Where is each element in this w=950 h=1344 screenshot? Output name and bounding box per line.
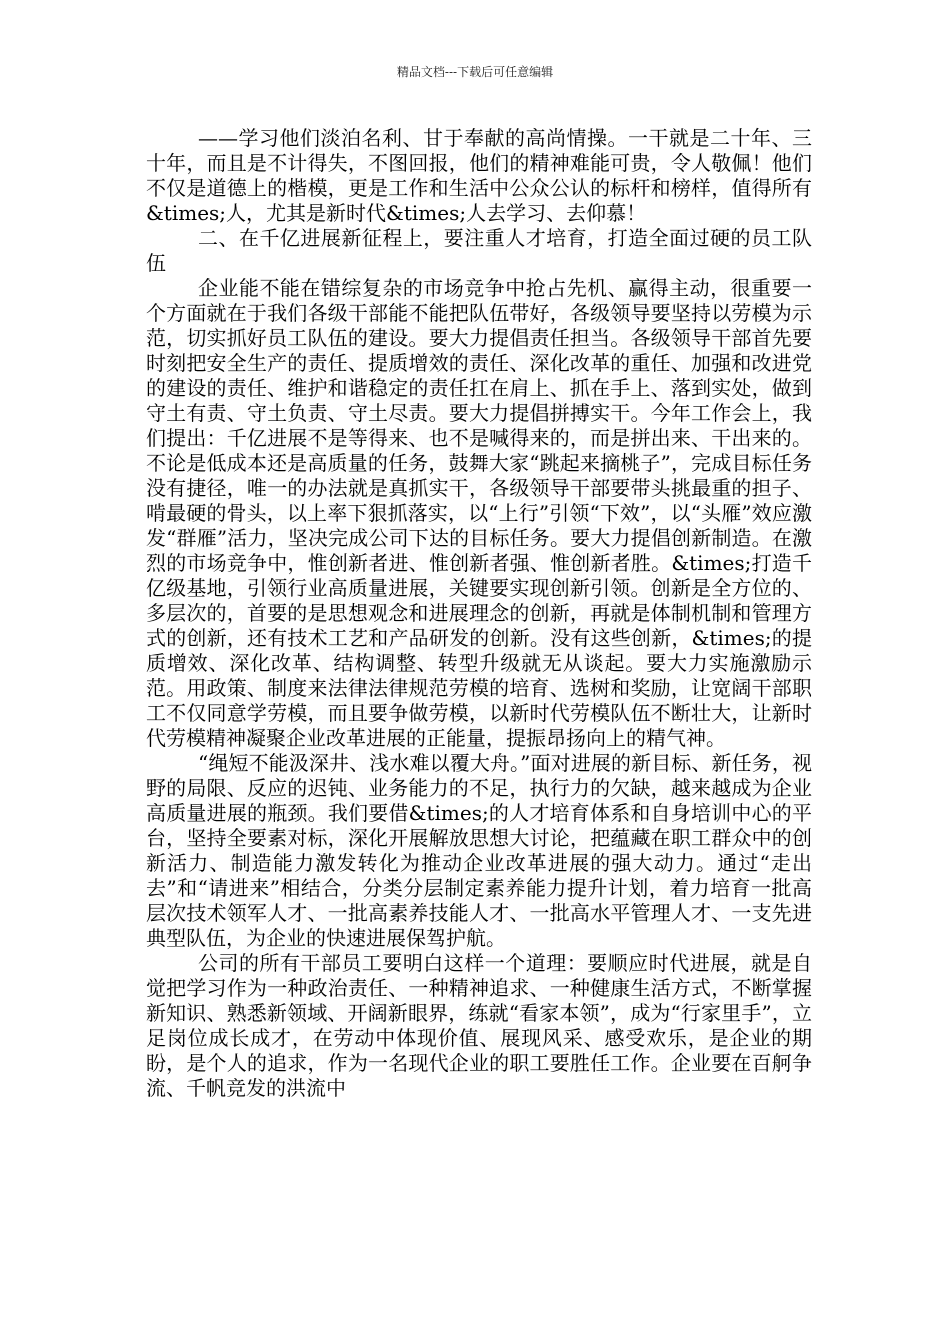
document-body: [146, 126, 812, 1101]
paragraph-3: “绳短不能汲深井、浅水难以覆大舟。”面对进展的新目标、新任务，视野的局限、反应的迟钝、业务能力的不足，执行力的欠缺，越来越成为企业高质量进展的瓶颈。我们要借&times;的人才培育体系和自身培训中心的平台，坚持全要素对标，深化开展解放思想大讨论，把蕴藏在职工群众中的创新活力、制造能力激发转化为推动企业改革进展的强大动力。通过“走出去”和“请进来”相结合，分类分层制定素养能力提升计划，着力培育一批高层次技术领军人才、一批高素养技能人才、一批高水平管理人才、一支先进典型队伍，为企业的快速进展保驾护航。: [146, 751, 812, 950]
paragraph-2: 企业能不能在错综复杂的市场竞争中抢占先机、赢得主动，很重要一个方面就在于我们各级干部能不能把队伍带好，各级领导要坚持以劳模为示范，切实抓好员工队伍的建设。要大力提倡责任担当。各级领导干部首先要时刻把安全生产的责任、提质增效的责任、深化改革的重任、加强和改进党的建设的责任、维护和谐稳定的责任扛在肩上、抓在手上、落到实处，做到守土有责、守土负责、守土尽责。要大力提倡拼搏实干。今年工作会上，我们提出：千亿进展不是等得来、也不是喊得来的，而是拼出来、干出来的。不论是低成本还是高质量的任务，鼓舞大家“跳起来摘桃子”，完成目标任务没有捷径，唯一的办法就是真抓实干，各级领导干部要带头挑最重的担子、啃最硬的骨头，以上率下狠抓落实，以“上行”引领“下效”，以“头雁”效应激发“群雁”活力，坚决完成公司下达的目标任务。要大力提倡创新制造。在激烈的市场竞争中，惟创新者进、惟创新者强、惟创新者胜。&times;打造千亿级基地，引领行业高质量进展，关键要实现创新引领。创新是全方位的、多层次的，首要的是思想观念和进展理念的创新，再就是体制机制和管理方式的创新，还有技术工艺和产品研发的创新。没有这些创新，&times;的提质增效、深化改革、结构调整、转型升级就无从谈起。要大力实施激励示范。用政策、制度来法律法律规范劳模的培育、选树和奖励，让宽阔干部职工不仅同意学劳模，而且要争做劳模，以新时代劳模队伍不断壮大，让新时代劳模精神凝聚企业改革进展的正能量，提振昂扬向上的精气神。: [146, 276, 812, 750]
section-heading: 二、在千亿进展新征程上，要注重人才培育，打造全面过硬的员工队伍: [146, 226, 812, 275]
paragraph-1: ——学习他们淡泊名利、甘于奉献的高尚情操。一干就是二十年、三十年，而且是不计得失，不图回报，他们的精神难能可贵，令人敬佩！他们不仅是道德上的楷模，更是工作和生活中公众公认的标杆和榜样，值得所有&times;人，尤其是新时代&times;人去学习、去仰慕！: [146, 126, 812, 225]
page-header: 精品文档---下载后可任意编辑: [396, 65, 554, 79]
paragraph-4: 公司的所有干部员工要明白这样一个道理：要顺应时代进展，就是自觉把学习作为一种政治责任、一种精神追求、一种健康生活方式，不断掌握新知识、熟悉新领域、开阔新眼界，练就“看家本领”，成为“行家里手”，立足岗位成长成才，在劳动中体现价值、展现风采、感受欢乐，是企业的期盼，是个人的追求，作为一名现代企业的职工要胜任工作。企业要在百舸争流、千帆竞发的洪流中: [146, 951, 812, 1100]
